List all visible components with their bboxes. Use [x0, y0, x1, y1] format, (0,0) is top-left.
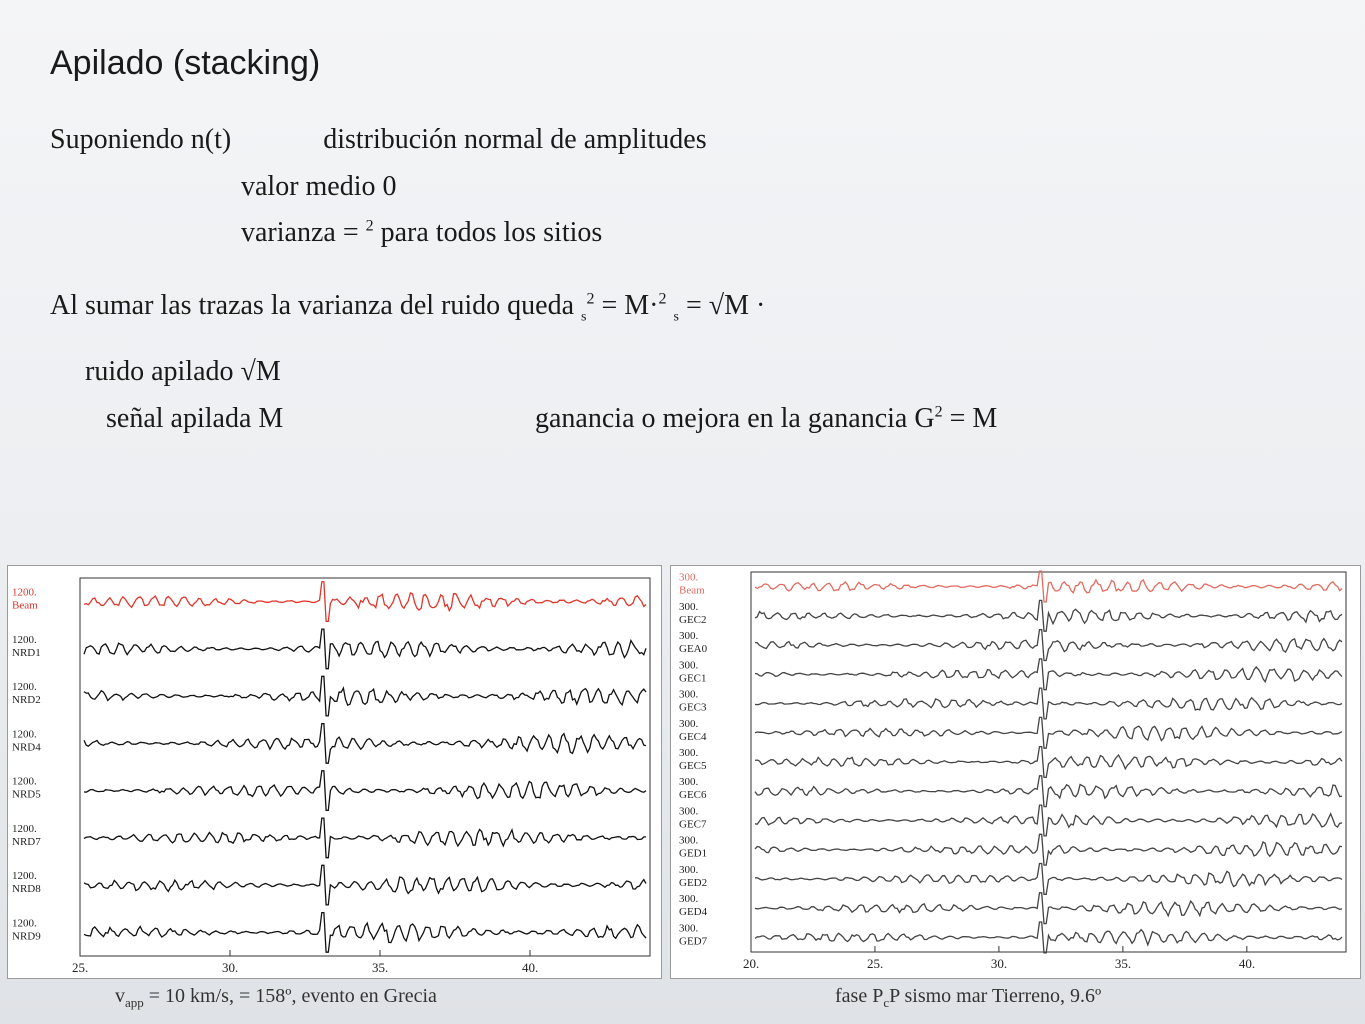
trace-scale-label: 1200.	[12, 586, 37, 599]
trace-scale-label: 300.	[679, 630, 699, 643]
seismic-trace	[755, 893, 1342, 924]
trace-station-label: GEC7	[679, 818, 707, 831]
seismic-trace	[755, 659, 1342, 690]
x-tick-label: 35.	[372, 960, 389, 975]
seismic-trace	[755, 571, 1342, 602]
right-seismogram-plot	[671, 566, 1360, 978]
seismic-trace	[755, 834, 1342, 865]
trace-scale-label: 1200.	[12, 870, 37, 883]
trace-station-label: GEC6	[679, 789, 707, 802]
sum-tail: = √M ·	[678, 290, 766, 321]
gain-prefix: ganancia o mejora en la ganancia G	[535, 403, 935, 434]
gain-line	[535, 403, 997, 435]
trace-scale-label: 1200.	[12, 681, 37, 694]
trace-scale-label: 300.	[679, 893, 699, 906]
seismic-trace	[755, 776, 1342, 807]
seismic-trace	[84, 771, 646, 811]
trace-scale-label: 1200.	[12, 633, 37, 646]
sigma-exponent: 2	[658, 290, 667, 308]
trace-station-label: GEC5	[679, 760, 707, 772]
plot-frame	[80, 578, 650, 956]
trace-scale-label: 300.	[679, 688, 699, 701]
x-tick-label: 20.	[743, 956, 760, 971]
seismic-trace	[755, 805, 1342, 836]
trace-scale-label: 300.	[679, 805, 699, 818]
trace-station-label: NRD5	[12, 788, 41, 801]
trace-station-label: GEC2	[679, 613, 707, 626]
noise-stack-line	[50, 356, 281, 388]
signal-stack-text: señal apilada M	[106, 403, 284, 434]
variance-line	[241, 217, 602, 249]
seismic-trace	[755, 717, 1342, 748]
signal-stack-line	[106, 403, 283, 435]
x-tick-label: 25.	[72, 960, 89, 975]
seismic-trace	[755, 922, 1342, 953]
sum-middle: = M·	[594, 290, 659, 321]
trace-station-label: GED1	[679, 847, 708, 860]
x-tick-label: 40.	[1238, 956, 1256, 971]
seismic-trace	[84, 582, 646, 622]
seismic-trace	[84, 676, 646, 716]
x-tick-label: 35.	[1114, 956, 1132, 971]
trace-station-label: GED2	[679, 876, 708, 889]
seismic-trace	[755, 864, 1342, 895]
trace-scale-label: 300.	[679, 776, 699, 789]
trace-scale-label: 1200.	[12, 775, 37, 788]
sigma-subscript: s	[673, 309, 679, 325]
caption-text: P sismo mar Tierreno, 9.6º	[889, 985, 1102, 1007]
seismic-trace	[755, 630, 1342, 661]
trace-scale-label: 300.	[679, 747, 699, 759]
trace-scale-label: 1200.	[12, 728, 37, 741]
trace-scale-label: 1200.	[12, 822, 37, 835]
seismic-trace	[84, 629, 646, 669]
mean-line: valor medio 0	[241, 171, 397, 202]
gain-exponent: 2	[934, 403, 943, 421]
x-tick-label: 30.	[990, 956, 1008, 971]
caption-phase: fase P	[835, 985, 884, 1007]
trace-scale-label: 300.	[679, 659, 699, 672]
seismic-trace	[755, 747, 1342, 778]
trace-station-label: NRD7	[12, 835, 41, 848]
trace-scale-label: 300.	[679, 863, 699, 876]
trace-station-label: NRD1	[12, 646, 41, 659]
left-seismogram-figure	[7, 565, 662, 979]
trace-station-label: Beam	[12, 599, 38, 612]
gain-suffix: = M	[942, 403, 998, 434]
noise-stack-text: ruido apilado √M	[85, 356, 281, 387]
trace-station-label: NRD2	[12, 694, 41, 707]
seismic-trace	[755, 600, 1342, 631]
sum-prefix: Al sumar las trazas la varianza del ruido queda	[50, 290, 582, 321]
seismic-trace	[755, 688, 1342, 719]
trace-station-label: GEC3	[679, 701, 707, 714]
trace-station-label: NRD9	[12, 930, 41, 943]
variance-exponent: 2	[365, 217, 374, 235]
trace-station-label: NRD4	[12, 741, 41, 754]
left-figure-caption	[115, 985, 437, 1011]
slide-title: Apilado (stacking)	[50, 44, 321, 82]
trace-station-label: GED4	[679, 906, 708, 919]
caption-v: v	[115, 985, 125, 1007]
caption-text: = 10 km/s, = 158º, evento en Grecia	[143, 985, 437, 1007]
trace-scale-label: 300.	[679, 600, 699, 613]
assumption-line	[50, 124, 707, 156]
x-tick-label: 30.	[222, 960, 239, 975]
sigma-exponent: 2	[586, 290, 595, 308]
caption-subscript: c	[883, 995, 890, 1010]
trace-station-label: GED7	[679, 935, 708, 948]
assumption-distribution: distribución normal de amplitudes	[323, 124, 707, 155]
trace-scale-label: 1200.	[12, 917, 37, 930]
seismic-trace	[84, 865, 646, 905]
variance-prefix: varianza =	[241, 217, 366, 248]
trace-scale-label: 300.	[679, 717, 699, 730]
trace-station-label: NRD8	[12, 883, 41, 896]
trace-station-label: Beam	[679, 584, 705, 597]
trace-station-label: GEA0	[679, 643, 708, 656]
right-figure-caption	[835, 985, 1101, 1011]
x-tick-label: 25.	[866, 956, 884, 971]
trace-station-label: GEC1	[679, 672, 707, 685]
right-seismogram-figure	[670, 565, 1361, 979]
left-seismogram-plot	[8, 566, 661, 978]
sigma-subscript: s	[581, 309, 587, 325]
seismic-trace	[84, 818, 646, 858]
seismic-trace	[84, 913, 646, 953]
x-tick-label: 40.	[522, 960, 539, 975]
trace-scale-label: 300.	[679, 834, 699, 847]
assumption-lead: Suponiendo n(t)	[50, 124, 232, 155]
trace-scale-label: 300.	[679, 922, 699, 935]
seismic-trace	[84, 724, 646, 764]
trace-station-label: GEC4	[679, 730, 707, 743]
sum-variance-line	[50, 290, 765, 326]
caption-subscript: app	[125, 995, 144, 1010]
trace-scale-label: 300.	[679, 571, 699, 584]
variance-suffix: para todos los sitios	[373, 217, 603, 248]
